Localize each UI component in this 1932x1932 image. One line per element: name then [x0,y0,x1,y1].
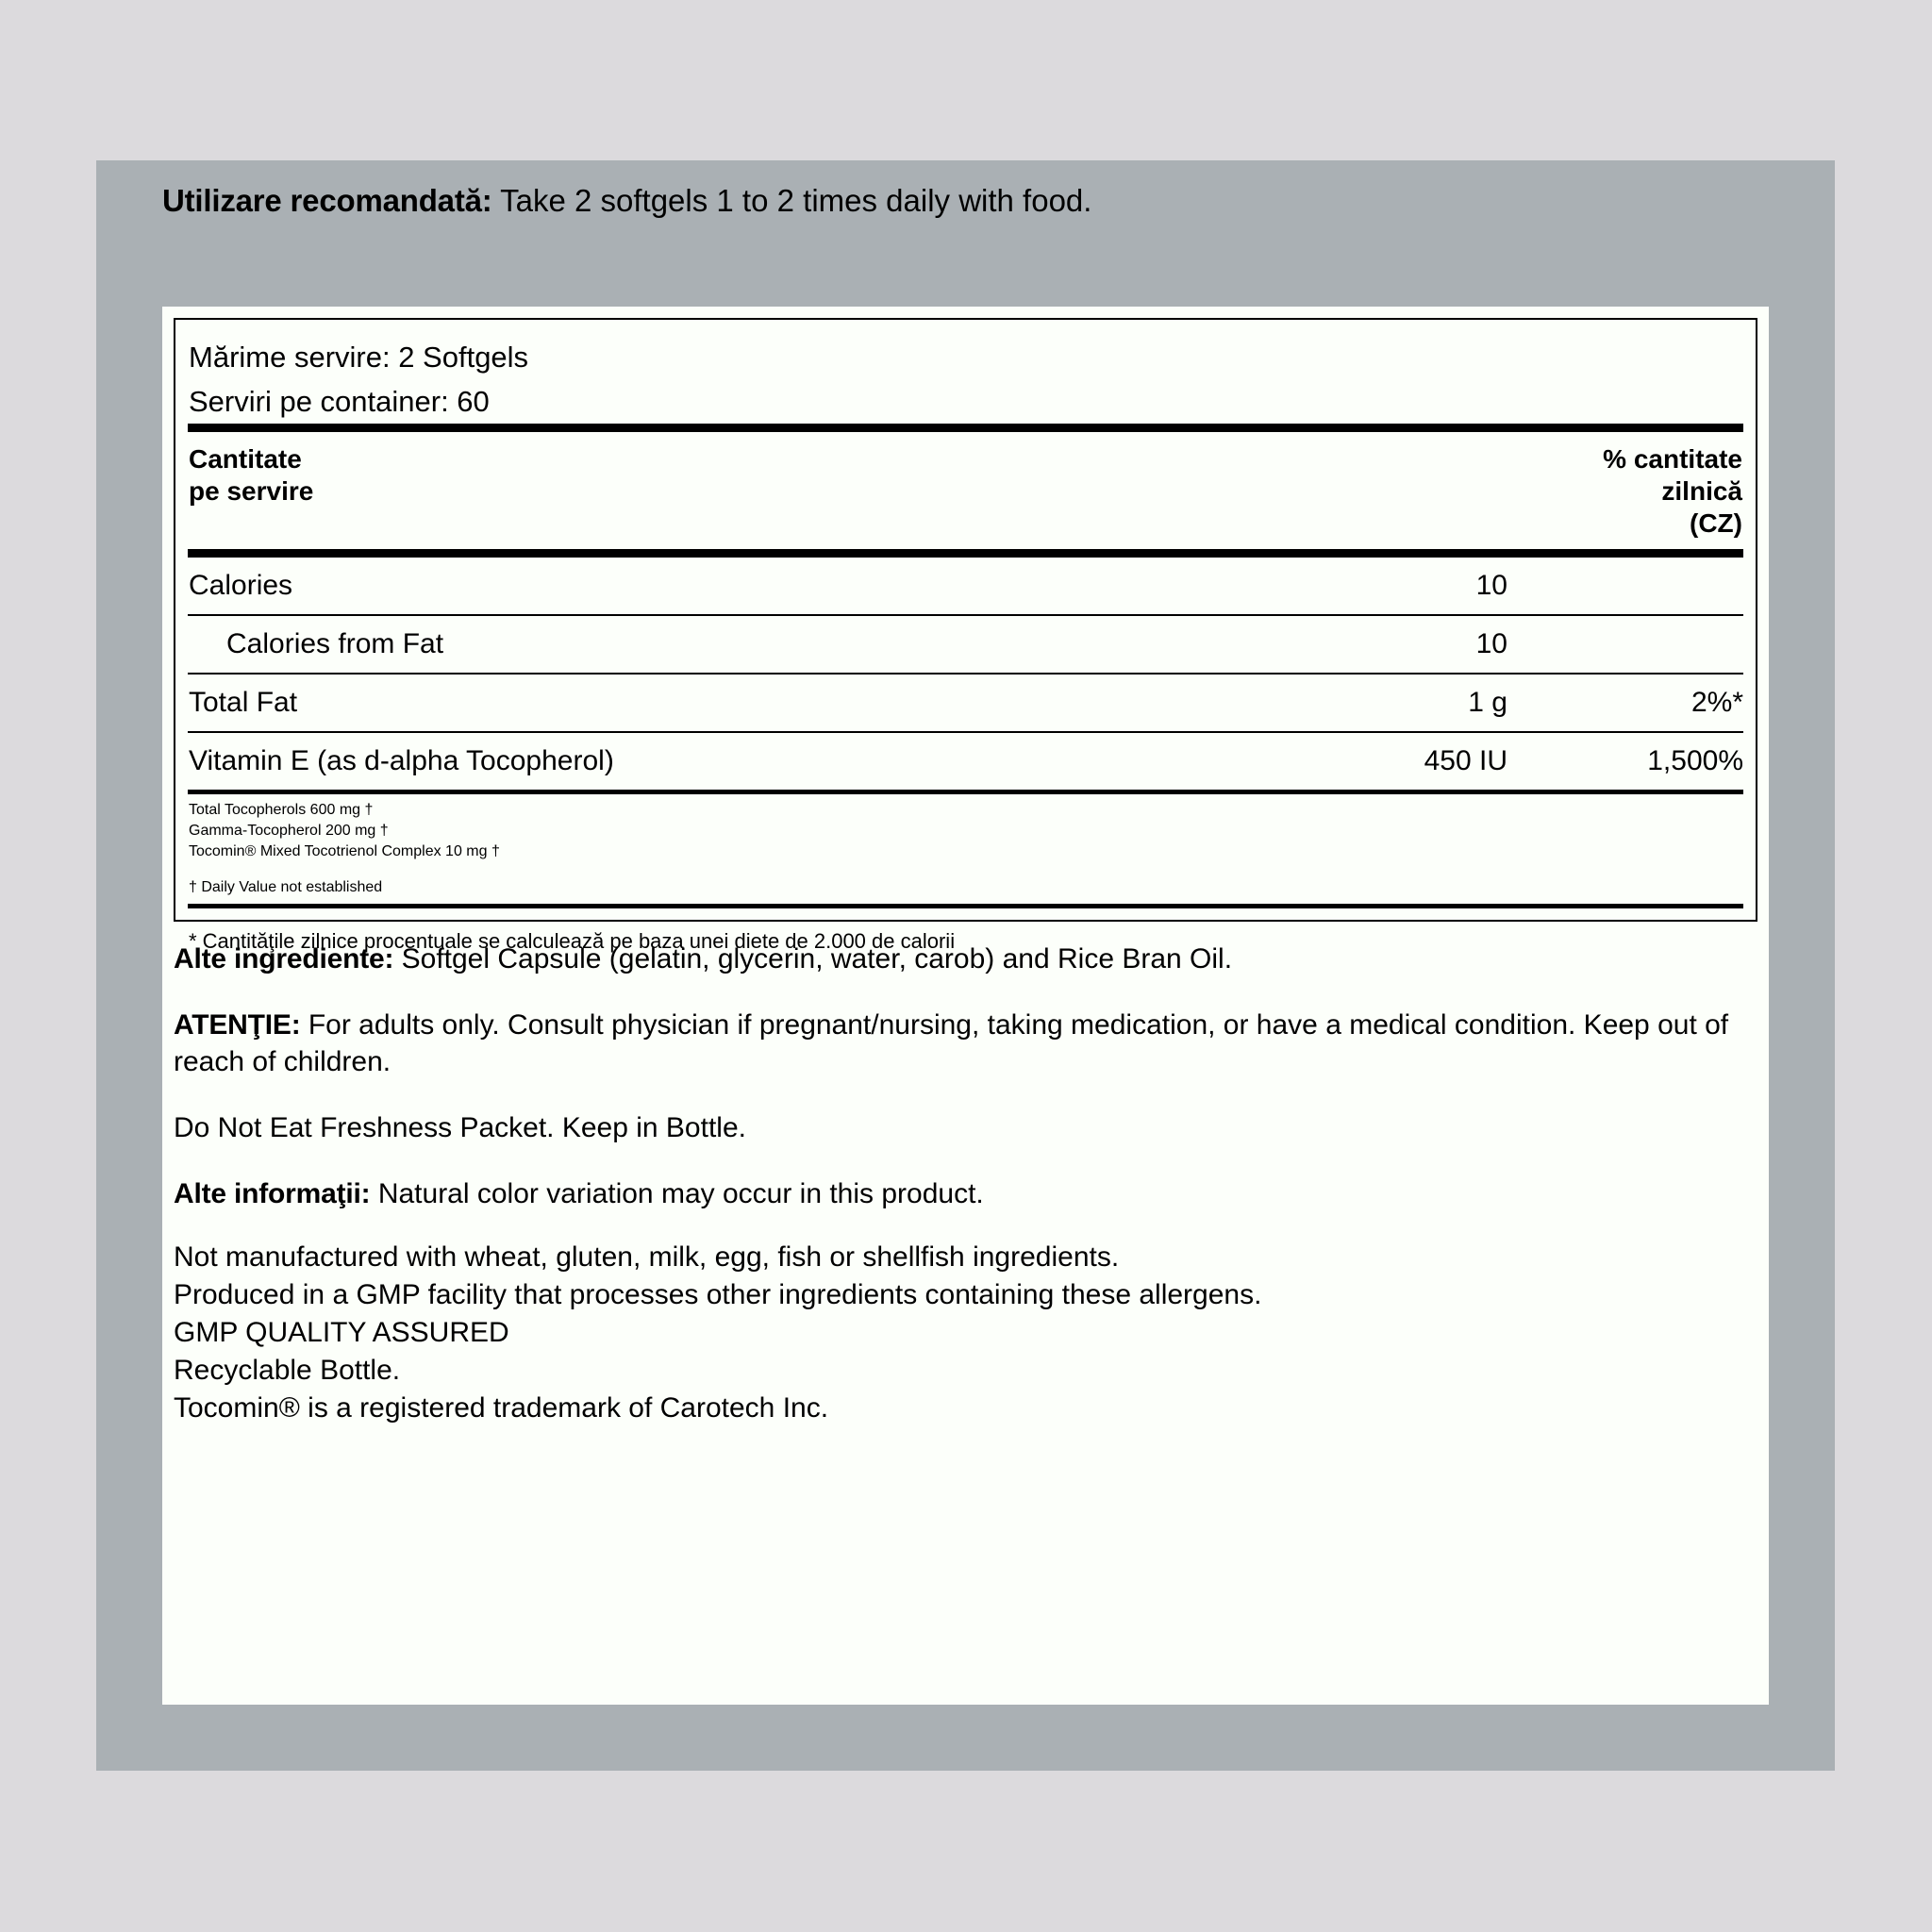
servings-per-container: Serviri pe container: 60 [189,385,490,418]
footer-line: Recyclable Bottle. [174,1355,401,1386]
amount-per-serving-header [189,443,313,508]
other-ingredients-text: Softgel Capsule (gelatin, glycerin, water, carob) and Rice Bran Oil. [393,943,1233,974]
divider-thick-header [188,549,1743,558]
label-gray-panel [96,160,1835,1771]
daily-value-header [1603,443,1742,540]
recommended-use-line [162,182,1766,220]
warning-paragraph [174,1007,1768,1080]
table-row [188,616,1743,673]
daily-value-footnote: * Cantităţile zilnice procentuale se calculează pe baza unei diete de 2.000 de calorii [189,929,956,953]
dv-header-line3: (CZ) [1690,508,1742,538]
nutrient-name: Vitamin E (as d-alpha Tocopherol) [189,745,614,776]
other-info-text: Natural color variation may occur in this product. [370,1178,984,1209]
warning-label: ATENŢIE: [174,1009,301,1041]
recommended-use-text: Take 2 softgels 1 to 2 times daily with food. [491,183,1092,218]
nutrient-amount: 1 g [1468,687,1507,718]
table-row [188,558,1743,614]
recommended-use-label: Utilizare recomandată: [162,183,492,218]
sub-ingredient-item: Gamma-Tocopherol 200 mg † [189,823,389,839]
serving-info [188,320,1743,424]
label-body-text [174,941,1768,1427]
nutrient-daily-value: 1,500% [1647,745,1743,776]
amount-header-line2: pe servire [189,476,314,506]
footer-lines [174,1239,1768,1427]
table-row [188,675,1743,731]
other-ingredients-paragraph [174,941,1768,977]
freshness-packet-note: Do Not Eat Freshness Packet. Keep in Bottle. [174,1112,746,1143]
dv-header-line1: % cantitate [1603,444,1742,474]
table-header-row [188,432,1743,549]
footer-line: Tocomin® is a registered trademark of Carotech Inc. [174,1392,829,1424]
nutrient-name: Calories [189,570,293,601]
footer-line: Produced in a GMP facility that processes other ingredients containing these allergens. [174,1279,1262,1310]
nutrient-amount: 10 [1475,628,1507,659]
serving-size: Mărime servire: 2 Softgels [189,341,529,374]
footer-line: Not manufactured with wheat, gluten, milk, egg, fish or shellfish ingredients. [174,1241,1120,1273]
other-ingredients-label: Alte ingrediente: [174,943,394,974]
nutrient-daily-value: 2%* [1690,687,1743,718]
divider-thick-top [188,424,1743,432]
warning-text: For adults only. Consult physician if pregnant/nursing, taking medication, or have a medical condition. Keep out of reach of children. [174,1009,1729,1077]
nutrient-name: Total Fat [189,687,298,718]
amount-header-line1: Cantitate [189,444,302,474]
nutrient-name: Calories from Fat [226,628,444,659]
other-info-label: Alte informaţii: [174,1178,371,1209]
table-row [188,733,1743,790]
dagger-note: † Daily Value not established [189,879,383,895]
dv-header-line2: zilnică [1661,476,1742,506]
nutrient-amount: 10 [1475,570,1507,601]
other-info-paragraph [174,1175,1768,1212]
footer-line: GMP QUALITY ASSURED [174,1317,509,1348]
sub-ingredient-list [188,794,1743,862]
nutrient-amount: 450 IU [1424,745,1507,776]
label-white-card [162,307,1769,1705]
supplement-facts-box [174,318,1757,953]
sub-ingredient-item: Tocomin® Mixed Tocotrienol Complex 10 mg † [189,843,500,859]
sub-ingredient-item: Total Tocopherols 600 mg † [189,802,374,818]
